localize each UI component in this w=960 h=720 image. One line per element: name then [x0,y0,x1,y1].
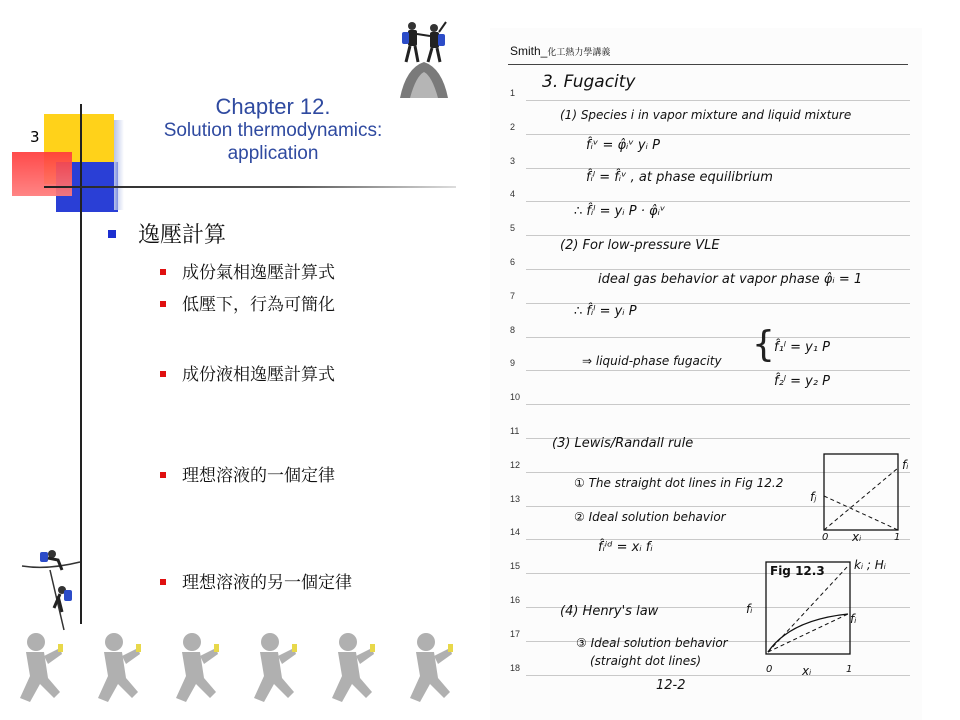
fig2-x-start: 0 [766,664,773,675]
sub-bullet-text: 理想溶液的另一個定律 [182,573,352,593]
title-line-1: Chapter 12. [215,94,331,119]
sub-bullet [160,568,352,593]
sub-bullet [160,258,335,283]
fig2-x-label: xᵢ [802,664,812,678]
notes-line-8: ∴ f̂ᵢˡ = yᵢ P [574,304,637,319]
sub-bullet-marker [160,371,166,377]
notes-ruled-line [526,675,910,676]
sub-bullet-marker [160,472,166,478]
climbers-icon [386,16,462,102]
notes-line-12: (3) Lewis/Randall rule [552,436,694,451]
fig1-label-left: fⱼ [810,490,817,504]
notes-line-number: 18 [510,662,521,673]
main-bullet-marker [108,230,116,238]
notes-line-6: (2) For low-pressure VLE [560,238,720,253]
notes-line-4: f̂ᵢˡ = f̂ᵢᵛ , at phase equilibrium [586,170,773,185]
fig2-x-end: 1 [846,664,853,675]
fig2-label-left: fᵢ [746,602,753,616]
notes-line-number: 3 [510,155,516,166]
notes-ruled-line [526,168,910,169]
notes-line-number: 9 [510,358,516,369]
notes-line-number: 6 [510,257,516,267]
fig2-title: Fig 12.3 [770,564,825,578]
notes-line-number: 16 [510,595,521,605]
notes-line-18a: ③ Ideal solution behavior [576,636,728,650]
running-figures-icon [0,630,480,720]
notes-line-number: 1 [510,88,516,98]
notes-line-18b: (straight dot lines) [590,654,702,668]
notes-line-number: 17 [510,628,521,639]
sub-bullet-text: 成份氣相逸壓計算式 [182,263,335,283]
notes-line-13: ① The straight dot lines in Fig 12.2 [574,476,784,490]
notes-ruled-line [526,201,910,202]
notes-line-number: 4 [510,189,516,200]
slide-title [128,94,418,166]
notes-ruled-line [526,100,910,101]
notes-line-10: f̂₂ˡ = y₂ P [774,374,830,389]
fig1-x-label: xᵢ [852,530,862,544]
notes-line-9b: f̂₁ˡ = y₁ P [774,340,830,355]
decor-red-block [12,152,72,196]
notes-ruled-line [526,134,910,135]
notes-line-number: 5 [510,223,516,234]
fig1-x-start: 0 [822,532,829,543]
notes-header [510,44,610,58]
slide-number: 3 [30,128,40,146]
fig1-x-end: 1 [894,532,901,543]
notes-line-1: 3. Fugacity [542,72,636,92]
notes-line-number: 13 [510,493,521,504]
notes-line-7: ideal gas behavior at vapor phase φ̂ᵢ = 1 [598,272,863,287]
notes-ruled-line [526,370,910,371]
rope-climbers-icon [18,546,82,632]
fig2-label-top: kᵢ ; Hᵢ [854,558,886,572]
notes-line-number: 8 [510,324,516,335]
sub-bullet-text: 成份液相逸壓計算式 [182,365,335,385]
notes-line-3: f̂ᵢᵛ = φ̂ᵢᵛ yᵢ P [586,138,660,153]
notes-ruled-line [526,404,910,405]
sub-bullet-text: 理想溶液的一個定律 [182,466,335,486]
fig2-label-mid: fᵢ [850,612,857,626]
notes-line-9a: ⇒ liquid-phase fugacity [582,354,722,368]
notes-page-number: 12-2 [656,678,686,693]
notes-line-5: ∴ f̂ᵢˡ = yᵢ P · φ̂ᵢᵛ [574,204,666,219]
notes-ruled-line [526,337,910,338]
fig1-label-right: fᵢ [902,458,909,472]
notes-line-number: 15 [510,561,521,572]
notes-brace: { [752,324,775,365]
main-bullet [108,218,226,249]
sub-bullet-marker [160,579,166,585]
notes-ruled-line [526,269,910,270]
notes-header-text: Smith_ [510,44,548,58]
sub-bullet [160,290,335,315]
notes-header-rule [508,64,908,65]
sub-bullet [160,461,335,486]
main-bullet-text: 逸壓計算 [138,223,227,248]
notes-line-number: 11 [510,426,520,436]
notes-line-number: 7 [510,290,516,301]
notes-line-number: 10 [510,392,521,403]
notes-line-17: (4) Henry's law [560,604,659,619]
notes-line-number: 12 [510,459,521,470]
sub-bullet-marker [160,301,166,307]
lecture-notes-page [490,28,922,720]
decor-horizontal-line [44,186,456,188]
decor-shadow [114,120,124,210]
sub-bullet [160,360,335,385]
title-line-3: application [227,143,319,165]
notes-line-number: 14 [510,527,521,538]
notes-line-15: f̂ᵢⁱᵈ = xᵢ fᵢ [598,540,653,555]
notes-header-cn: 化工熱力學講義 [547,47,611,57]
notes-line-2: (1) Species i in vapor mixture and liquid mixture [560,108,852,122]
notes-line-number: 2 [510,121,516,132]
title-line-2: Solution thermodynamics: [163,120,383,142]
sub-bullet-marker [160,269,166,275]
notes-line-14: ② Ideal solution behavior [574,510,726,524]
notes-ruled-line [526,235,910,236]
sub-bullet-text: 低壓下，行為可簡化 [182,295,335,315]
